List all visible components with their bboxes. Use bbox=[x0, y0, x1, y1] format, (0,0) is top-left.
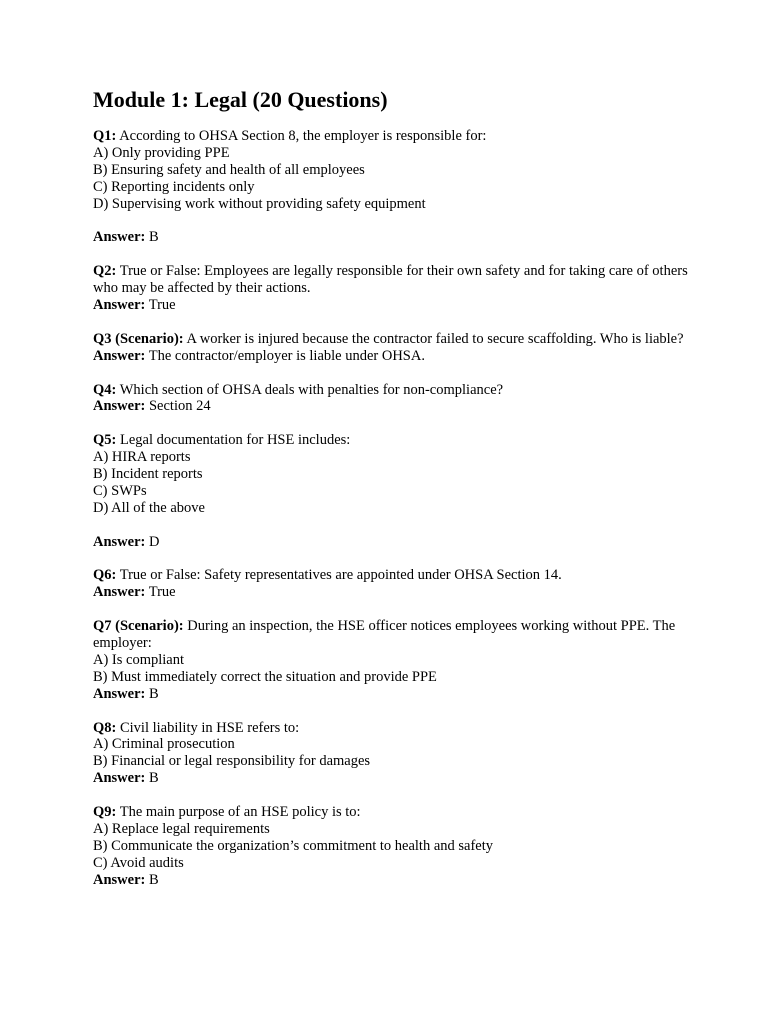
answer-label: Answer: bbox=[93, 871, 146, 888]
question-1 bbox=[93, 128, 693, 246]
question-label: Q4: bbox=[93, 381, 117, 398]
question-8 bbox=[93, 720, 693, 788]
option-b: B) Financial or legal responsibility for damages bbox=[93, 753, 371, 770]
answer-label: Answer: bbox=[93, 685, 146, 702]
spacer bbox=[93, 517, 693, 534]
question-text: Legal documentation for HSE includes: bbox=[119, 432, 351, 449]
question-stem bbox=[93, 382, 693, 399]
question-5 bbox=[93, 432, 693, 550]
answer-line bbox=[93, 348, 693, 365]
option-b: B) Incident reports bbox=[93, 466, 203, 483]
option-d: D) All of the above bbox=[93, 499, 205, 516]
answer-line bbox=[93, 770, 693, 787]
option-a: A) Criminal prosecution bbox=[93, 736, 235, 753]
option-b: B) Communicate the organization’s commitment to health and safety bbox=[93, 837, 493, 854]
answer-line bbox=[93, 398, 693, 415]
question-3 bbox=[93, 331, 693, 365]
option-b: B) Must immediately correct the situation and provide PPE bbox=[93, 668, 437, 685]
answer-line bbox=[93, 686, 693, 703]
option-c: C) Reporting incidents only bbox=[93, 178, 255, 195]
document-page bbox=[93, 86, 693, 906]
option-c: C) Avoid audits bbox=[93, 854, 184, 871]
answer-value: True bbox=[148, 584, 176, 601]
option-d: D) Supervising work without providing safety equipment bbox=[93, 195, 426, 212]
answer-label: Answer: bbox=[93, 770, 146, 787]
answer-value: B bbox=[148, 871, 159, 888]
answer-label: Answer: bbox=[93, 584, 146, 601]
question-label: Q3 (Scenario): bbox=[93, 330, 184, 347]
answer-label: Answer: bbox=[93, 533, 146, 550]
answer-line bbox=[93, 229, 693, 246]
answer-line bbox=[93, 297, 693, 314]
option-c: C) SWPs bbox=[93, 482, 147, 499]
question-text: During an inspection, the HSE officer notices employees working without PPE. The employer: bbox=[93, 618, 676, 652]
spacer bbox=[93, 213, 693, 230]
answer-label: Answer: bbox=[93, 229, 146, 246]
option-a: A) Is compliant bbox=[93, 651, 185, 668]
module-title: Module 1: Legal (20 Questions) bbox=[93, 87, 388, 112]
question-stem bbox=[93, 567, 693, 584]
question-text: True or False: Safety representatives are appointed under OHSA Section 14. bbox=[119, 567, 562, 584]
answer-label: Answer: bbox=[93, 347, 146, 364]
question-text: According to OHSA Section 8, the employer is responsible for: bbox=[119, 128, 487, 144]
option-a: A) Only providing PPE bbox=[93, 144, 230, 161]
question-6 bbox=[93, 567, 693, 601]
answer-line bbox=[93, 534, 693, 551]
question-stem bbox=[93, 720, 693, 737]
question-text: The main purpose of an HSE policy is to: bbox=[119, 804, 361, 821]
question-text: Which section of OHSA deals with penalties for non-compliance? bbox=[119, 381, 504, 398]
question-label: Q6: bbox=[93, 567, 117, 584]
option-b: B) Ensuring safety and health of all employees bbox=[93, 161, 365, 178]
question-stem bbox=[93, 263, 693, 297]
question-text: True or False: Employees are legally responsible for their own safety and for taking care of others who may be affected by their actions. bbox=[93, 263, 688, 297]
answer-value: B bbox=[148, 770, 159, 787]
question-7 bbox=[93, 618, 693, 703]
question-stem bbox=[93, 804, 693, 821]
question-9 bbox=[93, 804, 693, 889]
question-text: A worker is injured because the contractor failed to secure scaffolding. Who is liable? bbox=[186, 330, 684, 347]
question-2 bbox=[93, 263, 693, 314]
answer-value: B bbox=[148, 229, 159, 246]
question-label: Q2: bbox=[93, 263, 117, 280]
question-stem bbox=[93, 331, 693, 348]
answer-value: D bbox=[148, 533, 160, 550]
question-label: Q8: bbox=[93, 719, 117, 736]
answer-label: Answer: bbox=[93, 398, 146, 415]
question-label: Q5: bbox=[93, 432, 117, 449]
question-label: Q7 (Scenario): bbox=[93, 618, 184, 635]
option-a: A) Replace legal requirements bbox=[93, 821, 270, 837]
answer-value: Section 24 bbox=[148, 398, 211, 415]
question-label: Q9: bbox=[93, 804, 117, 821]
question-stem bbox=[93, 432, 693, 449]
answer-value: True bbox=[148, 297, 176, 314]
answer-value: The contractor/employer is liable under OHSA. bbox=[148, 347, 425, 364]
answer-line bbox=[93, 872, 693, 889]
answer-value: B bbox=[148, 685, 159, 702]
answer-line bbox=[93, 584, 693, 601]
option-a: A) HIRA reports bbox=[93, 449, 191, 466]
question-stem bbox=[93, 618, 693, 652]
question-label: Q1: bbox=[93, 128, 117, 144]
question-text: Civil liability in HSE refers to: bbox=[119, 719, 300, 736]
question-stem bbox=[93, 128, 693, 145]
answer-label: Answer: bbox=[93, 297, 146, 314]
question-4 bbox=[93, 382, 693, 416]
